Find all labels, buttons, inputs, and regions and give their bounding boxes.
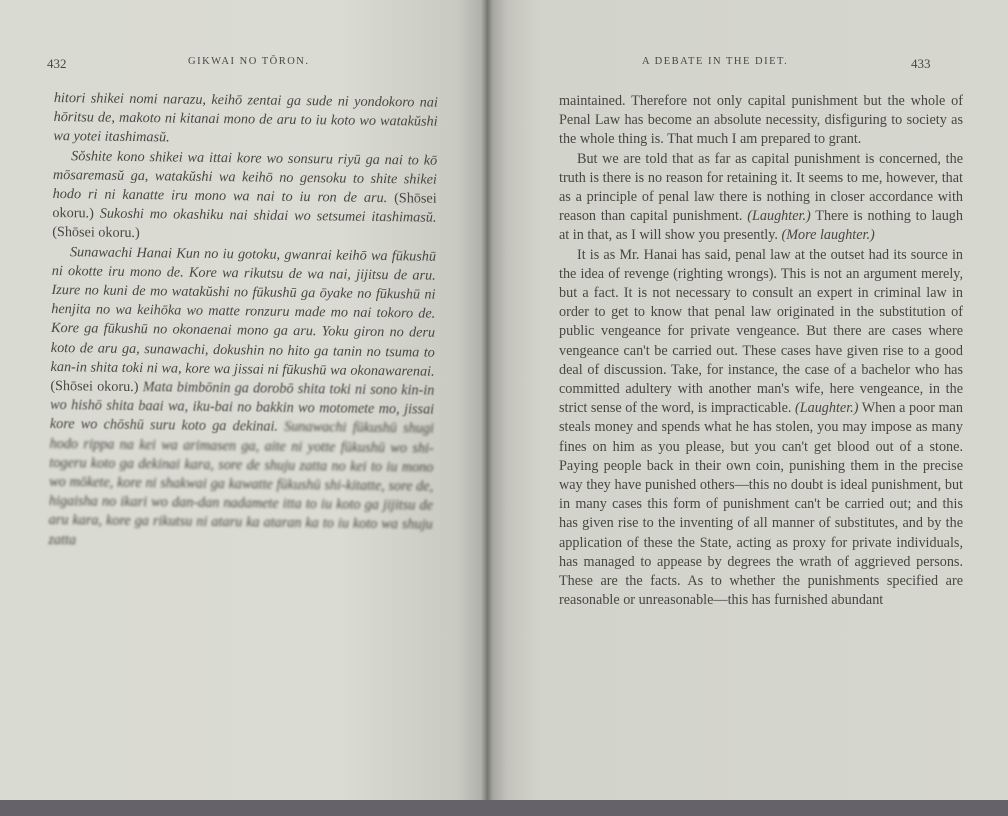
right-page-text (559, 92, 963, 610)
right-paragraph: maintained. Therefore not only capital punishment but the whole of Penal Law has become an absolute necessity, disfiguring to society as the whole thing is. That much I am prepared to grant. (559, 93, 963, 148)
more-laughter-note: (More laughter.) (781, 227, 875, 244)
left-paragraph: Sŏshite kono shikei wa ittai kore wo sonsuru riyū ga nai to kō mōsaremasŭ ga, watakŭshi wa keihō no gensoku to shite shikei hodo ri ni kanatte iru mono wa nai to iu ron de aru. (Shōsei okoru.) Sukoshi mo okashiku nai shidai wo setsumei itashimasŭ. (Shōsei okoru.) (52, 147, 438, 242)
aside-shosei: (Shōsei okoru.) (52, 224, 140, 242)
right-paragraph: It is as Mr. Hanai has said, penal law at the outset had its source in the idea of revenge (righting wrongs). This is not an argument merely, but a fact. It is not necessary to consult an expert in criminal law in order to get to know that penal law originated in the substitution of public vengeance for private vengeance. But there are cases where vengeance can't be carried out. These cases have given rise to a good deal of discussion. Take, for instance, the case of a bachelor who has committed adultery with another man's wife, here vengeance, in the strict sense of the word, is impracticable. (Laughter.) When a poor man steals money and spends what he has stolen, you may impose as many fines on him as you please, but you can't get blood out of a stone. Paying people back in their own coin, punishing them in the precise way they have punished others—this no doubt is ideal punishment, but in many cases this form of punishment can't be carried out; and this has given rise to the inventing of all manner of substitutes, and by the application of these the State, acting as proxy for private individuals, has managed to appease by degrees the wrath of aggrieved persons. These are the facts. As to whether the punishments specified are reasonable or unreasonable—this has furnished abundant (559, 246, 963, 609)
book-gutter (481, 0, 493, 816)
background-edge (0, 800, 1008, 816)
left-page-text (48, 89, 438, 555)
right-page-number: 433 (911, 56, 931, 71)
left-page (0, 0, 487, 816)
left-page-number: 432 (47, 56, 67, 71)
aside-shosei: (Shōsei okoru.) (52, 190, 437, 222)
laughter-note: (Laughter.) (747, 208, 811, 225)
right-running-head: A DEBATE IN THE DIET. (642, 56, 789, 67)
left-running-head: GIKWAI NO TŌRON. (188, 56, 310, 67)
right-paragraph: But we are told that as far as capital punishment is concerned, the truth is there is no reason for retaining it. It seems to me, however, that as a principle of penal law there is nothing in closer accordance with reason than capital punishment. (Laughter.) There is nothing to laugh at in that, as I will show you presently. (More laughter.) (559, 150, 963, 244)
right-page (487, 0, 1008, 816)
left-paragraph: Sunawachi Hanai Kun no iu gotoku, gwanrai keihō wa fūkushū ni okotte iru mono de. Kore wa rikutsu de wa nai, jijitsu de aru. Izure no kuni de mo watakŭshi no fūkushū ga ōyake no fūkushū ni henjita no wa keihōka wo matte ronzuru made mo nai tokoro de. Kore ga fūkushū no okonaenai mono ga aru. Yoku giron no deru koto de aru ga, sunawachi, dokushin no hito ga tanin no tsuma to kan-in shita toki ni wa, kore wa jissai ni fūkushū wa okonawarenai. (Shōsei okoru.) Mata bimbōnin ga dorobō shita toki ni sono kin-in wo hishō shita baai wa, iku-bai no bakkin wo motomete mo, jissai kore wo chōshū suru koto ga dekinai. Sunawachi fūkushū shugi hodo rippa na kei wa arimasen ga, aite ni yotte fūkushū wo shi-togeru koto ga dekinai kara, sore de shuju zatta no kei to iu mono wo mōkete, kore ni shakwai ga kawatte fūkushū shi-kitatte, sore de, higaisha no ikari wo dan-dan nadamete itta to iu koto ga jijitsu de aru kara, kore ga rikutsu ni ataru ka ataran ka to iu koto wa shuju zatta (48, 243, 437, 548)
aside-shosei: (Shōsei okoru.) (50, 378, 139, 396)
laughter-note: (Laughter.) (795, 400, 859, 417)
left-paragraph: hitori shikei nomi narazu, keihō zentai ga sude ni yondokoro nai hōritsu de, makoto ni kitanai mono de aru to iu koto wo watakŭshi wa yotei itashimasŭ. (53, 89, 438, 146)
